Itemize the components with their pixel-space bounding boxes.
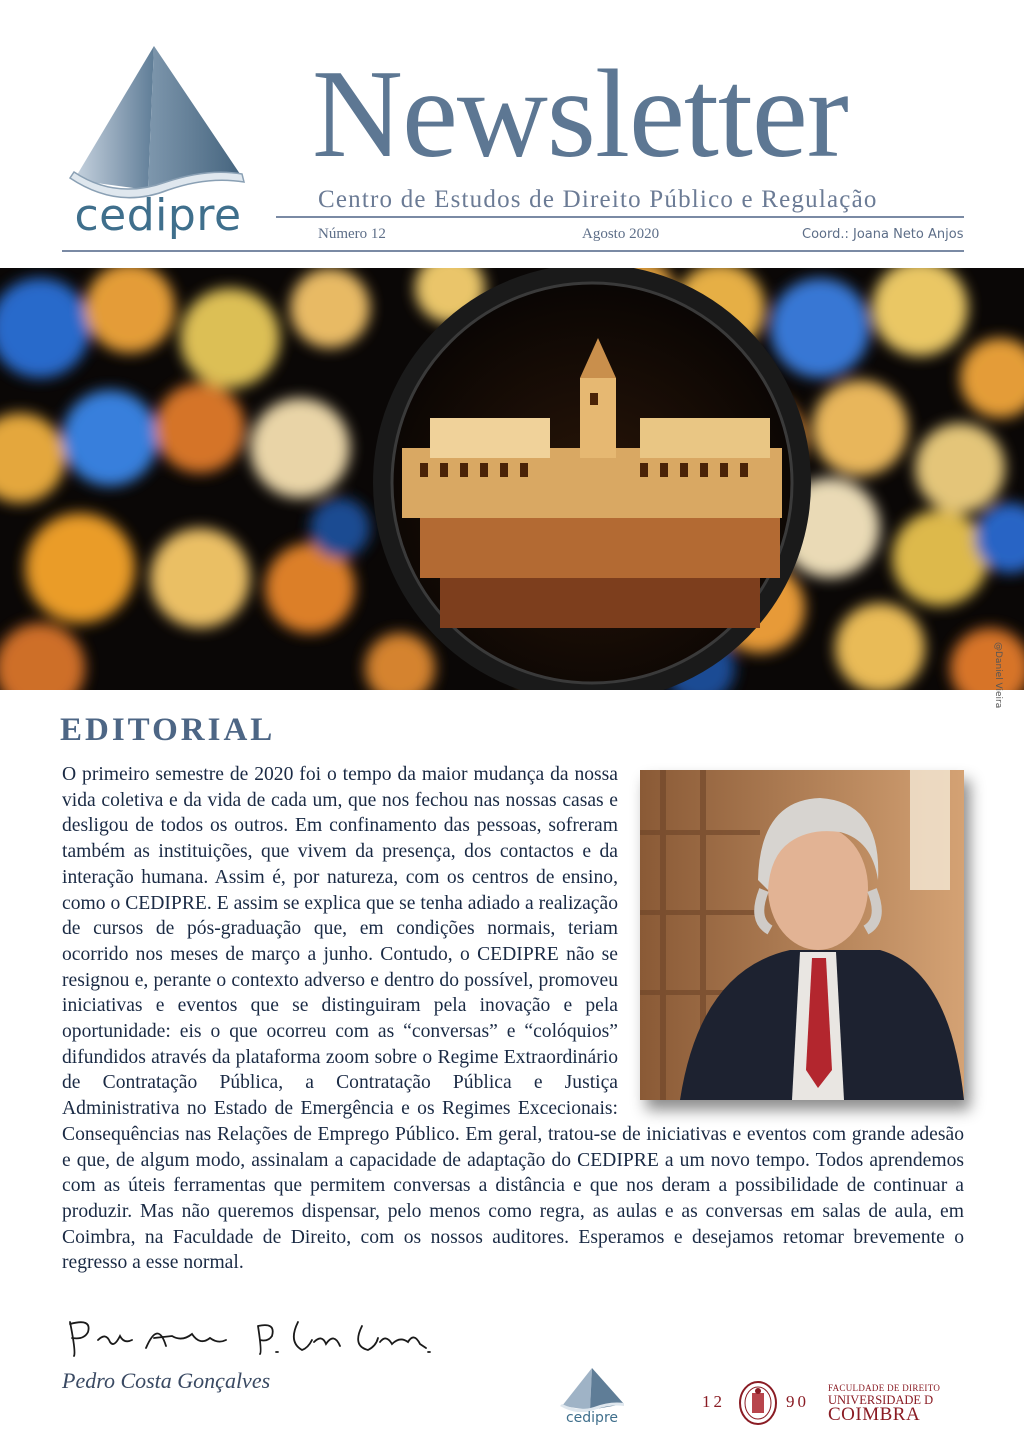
hero-photo bbox=[0, 268, 1024, 690]
header-rule-bottom bbox=[62, 250, 964, 252]
issue-number: Número 12 bbox=[318, 226, 386, 242]
footer-logo-wordmark: cedipre bbox=[565, 1410, 619, 1426]
editorial-heading: EDITORIAL bbox=[60, 712, 276, 748]
author-name: Pedro Costa Gonçalves bbox=[62, 1368, 271, 1393]
portrait-illustration bbox=[640, 770, 964, 1100]
university-label: UNIVERSIDADE D bbox=[828, 1393, 934, 1407]
cedipre-logo bbox=[58, 40, 258, 250]
faculty-label: FACULDADE DE DIREITO bbox=[828, 1383, 941, 1393]
logo-wordmark: cedipre bbox=[74, 190, 242, 241]
uc-year-left: 12 bbox=[702, 1392, 725, 1411]
newsletter-title: Newsletter bbox=[312, 45, 848, 184]
cone-icon bbox=[58, 40, 258, 200]
photo-credit: @Daniel Vieira bbox=[993, 642, 1003, 709]
editorial-body-text: O primeiro semestre de 2020 foi o tempo da maior mudança da nossa vida coletiva e da vida de cada um, que nos fechou nas nossas casas e desligou de todos os outros. Em confinamento das pessoas, sofreram também as instituições, que vivem da presença, dos contactos e da interação humana. Assim é, por natureza, com os centros de ensino, como o CEDIPRE. E assim se explica que se tenha adiado a realização de cursos de pós-graduação que, em condições normais, teriam ocorrido nos meses de março a junho. Contudo, o CEDIPRE não se resignou e, perante o contexto adverso e dentro do possível, promoveu iniciativas e eventos que se distinguiram pela inovação e pela oportunidade: eis o que ocorreu com as “conversas” e “colóquios” difundidos através da plataforma zoom sobre o Regime Extraordinário de Contratação Pública, a Contratação Pública e Justiça Administrativa no Estado de Emergência e os Regimes Excecionais: Consequências nas Relações de Emprego Público. Em geral, tratou-se de iniciativas e eventos com grande adesão e que, de algum modo, assinalam a capacidade de adaptação do CEDIPRE a um novo tempo. Todos aprendemos com as úteis ferramentas que permitem conversas a distância e que nos deram a possibilidade de continuar a produzir. Mas não queremos dispensar, pelo menos como regra, as aulas e as conversas em salas de aula, em Coimbra, na Faculdade de Direito, com os nossos auditores. Esperamos e desejamos retomar brevemente o regresso a esse normal. bbox=[62, 764, 964, 1274]
university-seal-icon bbox=[738, 1380, 778, 1426]
header-rule-top bbox=[276, 216, 964, 218]
coimbra-label: COIMBRA bbox=[828, 1404, 921, 1425]
issue-date: Agosto 2020 bbox=[582, 226, 660, 242]
coordinator: Coord.: Joana Neto Anjos bbox=[802, 227, 964, 242]
bokeh-magnifier-illustration bbox=[0, 268, 1024, 690]
footer-cedipre-logo bbox=[554, 1366, 630, 1430]
footer-cone-icon bbox=[554, 1366, 630, 1412]
newsletter-subtitle: Centro de Estudos de Direito Público e Regulação bbox=[318, 186, 878, 213]
author-portrait bbox=[640, 770, 964, 1100]
author-signature bbox=[62, 1312, 432, 1362]
uc-year-right: 90 bbox=[786, 1392, 809, 1411]
